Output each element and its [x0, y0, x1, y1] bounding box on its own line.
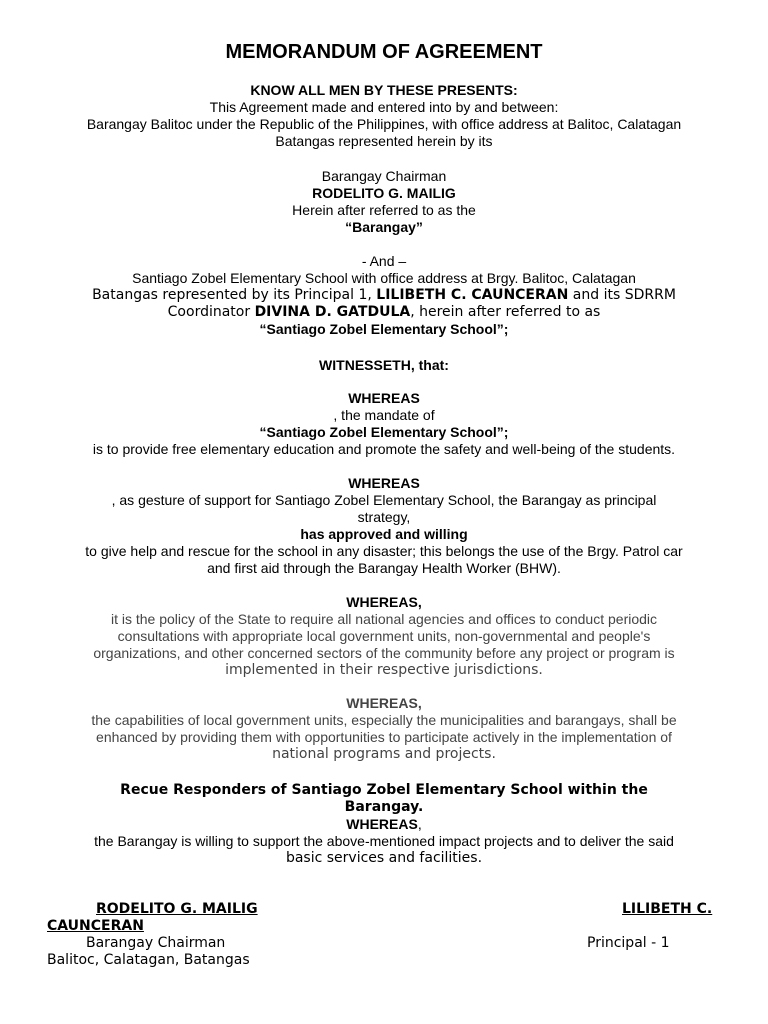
whereas-5: [40, 816, 728, 867]
responders-text: Barangay.: [344, 799, 424, 815]
signatory-left-name: RODELITO G. MAILIG: [96, 901, 258, 917]
whereas-text: enhanced by providing them with opportunities to participate actively in the implementation of: [96, 729, 672, 745]
whereas-text: organizations, and other concerned sectors of the community before any project or program is: [93, 645, 675, 661]
whereas-label: WHEREAS: [348, 475, 420, 491]
signatory-left-title: Barangay Chairman: [86, 935, 226, 951]
whereas-text: “Santiago Zobel Elementary School”;: [259, 424, 509, 440]
whereas-text: has approved and willing: [300, 526, 468, 542]
principal-name: LILIBETH C. CAUNCERAN: [376, 287, 569, 303]
whereas-text: consultations with appropriate local government units, non-governmental and people's: [117, 628, 651, 644]
coordinator-name: DIVINA D. GATDULA: [254, 304, 411, 320]
whereas-3: [40, 594, 728, 679]
intro-section: [40, 82, 728, 150]
responders-text: Recue Responders of Santiago Zobel Elementary School within the: [120, 782, 648, 798]
whereas-label-line: WHEREAS,: [346, 816, 422, 832]
whereas-text: and first aid through the Barangay Health Worker (BHW).: [207, 560, 561, 576]
whereas-label: WHEREAS,: [346, 594, 422, 610]
party2-section: [40, 253, 728, 338]
signatory-right-name-2: CAUNCERAN: [47, 918, 144, 934]
whereas-text: is to provide free elementary education and promote the safety and well-being of the students.: [92, 441, 676, 457]
whereas-text: the Barangay is willing to support the above-mentioned impact projects and to deliver the said: [94, 833, 674, 849]
party2-line: Coordinator DIVINA D. GATDULA, herein after referred to as: [167, 304, 601, 320]
party1-name: RODELITO G. MAILIG: [312, 185, 456, 201]
whereas-text: basic services and facilities.: [285, 850, 483, 866]
responders-section: [40, 782, 728, 816]
whereas-text: strategy,: [357, 509, 411, 525]
signatory-right-name-1: LILIBETH C.: [622, 901, 713, 917]
party1-section: [40, 168, 728, 236]
signatory-right-title: Principal - 1: [587, 935, 670, 951]
whereas-text: the capabilities of local government units, especially the municipalities and barangays, shall be: [91, 712, 677, 728]
whereas-label: WHEREAS,: [346, 695, 422, 711]
whereas-1: [40, 390, 728, 458]
whereas-label: WHEREAS: [346, 816, 418, 832]
intro-line: This Agreement made and entered into by and between:: [209, 99, 559, 115]
whereas-2: [40, 475, 728, 577]
whereas-label: WHEREAS: [348, 390, 420, 406]
intro-line: Batangas represented herein by its: [275, 133, 493, 149]
party2-line: Batangas represented by its Principal 1, LILIBETH C. CAUNCERAN and its SDRRM: [92, 287, 676, 303]
and-separator: - And –: [361, 253, 407, 269]
party1-referred: Herein after referred to as the: [292, 202, 476, 218]
whereas-text: national programs and projects.: [272, 746, 496, 762]
whereas-text: implemented in their respective jurisdictions.: [225, 662, 543, 678]
whereas-text: it is the policy of the State to require all national agencies and offices to conduct periodic: [110, 611, 658, 627]
whereas-text: , as gesture of support for Santiago Zobel Elementary School, the Barangay as principal: [111, 492, 657, 508]
intro-line: Barangay Balitoc under the Republic of the Philippines, with office address at Balitoc, Calatagan: [86, 116, 682, 132]
party2-alias: “Santiago Zobel Elementary School”;: [259, 321, 509, 337]
whereas-text: to give help and rescue for the school in any disaster; this belongs the use of the Brgy. Patrol car: [85, 543, 683, 559]
party2-line: Santiago Zobel Elementary School with office address at Brgy. Balitoc, Calatagan: [132, 270, 636, 286]
signatory-left-address: Balitoc, Calatagan, Batangas: [47, 952, 250, 968]
whereas-4: [40, 695, 728, 763]
whereas-text: , the mandate of: [333, 407, 435, 423]
document-title: MEMORANDUM OF AGREEMENT: [225, 41, 543, 63]
party1-alias: “Barangay”: [345, 219, 423, 235]
witnesseth: WITNESSETH, that:: [319, 357, 449, 373]
intro-heading: KNOW ALL MEN BY THESE PRESENTS:: [250, 82, 518, 98]
party1-position: Barangay Chairman: [321, 168, 447, 184]
